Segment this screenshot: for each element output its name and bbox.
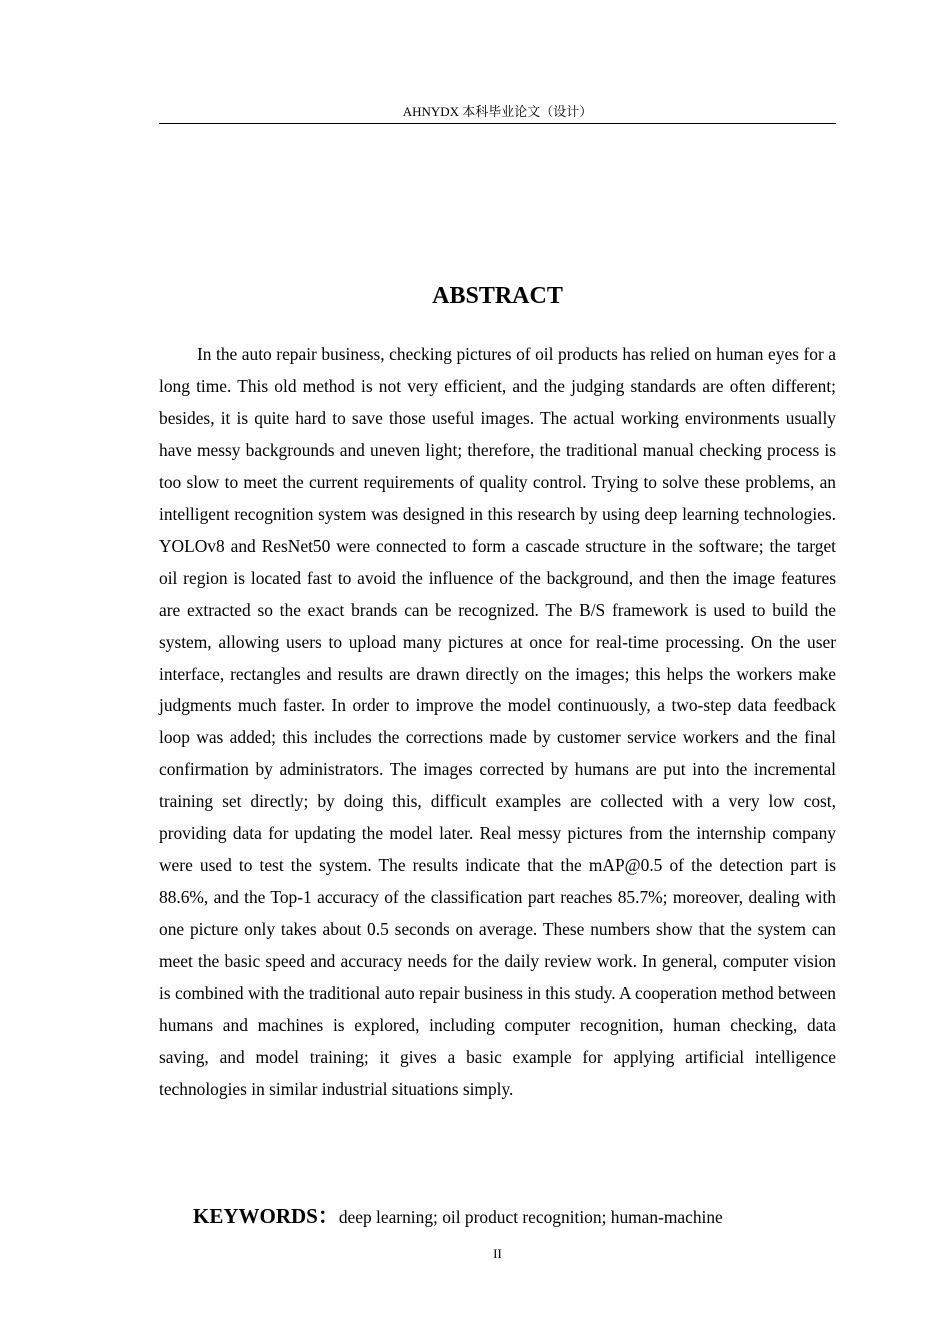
abstract-title: ABSTRACT	[432, 283, 563, 309]
header-rule	[159, 123, 836, 124]
keywords-label: KEYWORDS：	[193, 1204, 339, 1228]
keywords-text: deep learning; oil product recognition; human-machine	[338, 1207, 723, 1227]
keywords-line	[193, 1201, 723, 1234]
abstract-body: In the auto repair business, checking pictures of oil products has relied on human eyes for a long time. This old method is not very efficient, and the judging standards are often different; besides, it is quite hard to save those useful images. The actual working environments usually have messy backgrounds and uneven light; therefore, the traditional manual checking process is too slow to meet the current requirements of quality control. Trying to solve these problems, an intelligent recognition system was designed in this research by using deep learning technologies. YOLOv8 and ResNet50 were connected to form a cascade structure in the software; the target oil region is located fast to avoid the influence of the background, and then the image features are extracted so the exact brands can be recognized. The B/S framework is used to build the system, allowing users to upload many pictures at once for real-time processing. On the user interface, rectangles and results are drawn directly on the images; this helps the workers make judgments much faster. In order to improve the model continuously, a two-step data feedback loop was added; this includes the corrections made by customer service workers and the final confirmation by administrators. The images corrected by humans are put into the incremental training set directly; by doing this, difficult examples are collected with a very low cost, providing data for updating the model later. Real messy pictures from the internship company were used to test the system. The results indicate that the mAP@0.5 of the detection part is 88.6%, and the Top-1 accuracy of the classification part reaches 85.7%; moreover, dealing with one picture only takes about 0.5 seconds on average. These numbers show that the system can meet the basic speed and accuracy needs for the daily review work. In general, computer vision is combined with the traditional auto repair business in this study. A cooperation method between humans and machines is explored, including computer recognition, human checking, data saving, and model training; it gives a basic example for applying artificial intelligence technologies in similar industrial situations simply.	[159, 344, 836, 1099]
page-number: II	[493, 1246, 502, 1261]
page-header: AHNYDX 本科毕业论文（设计）	[402, 104, 593, 119]
